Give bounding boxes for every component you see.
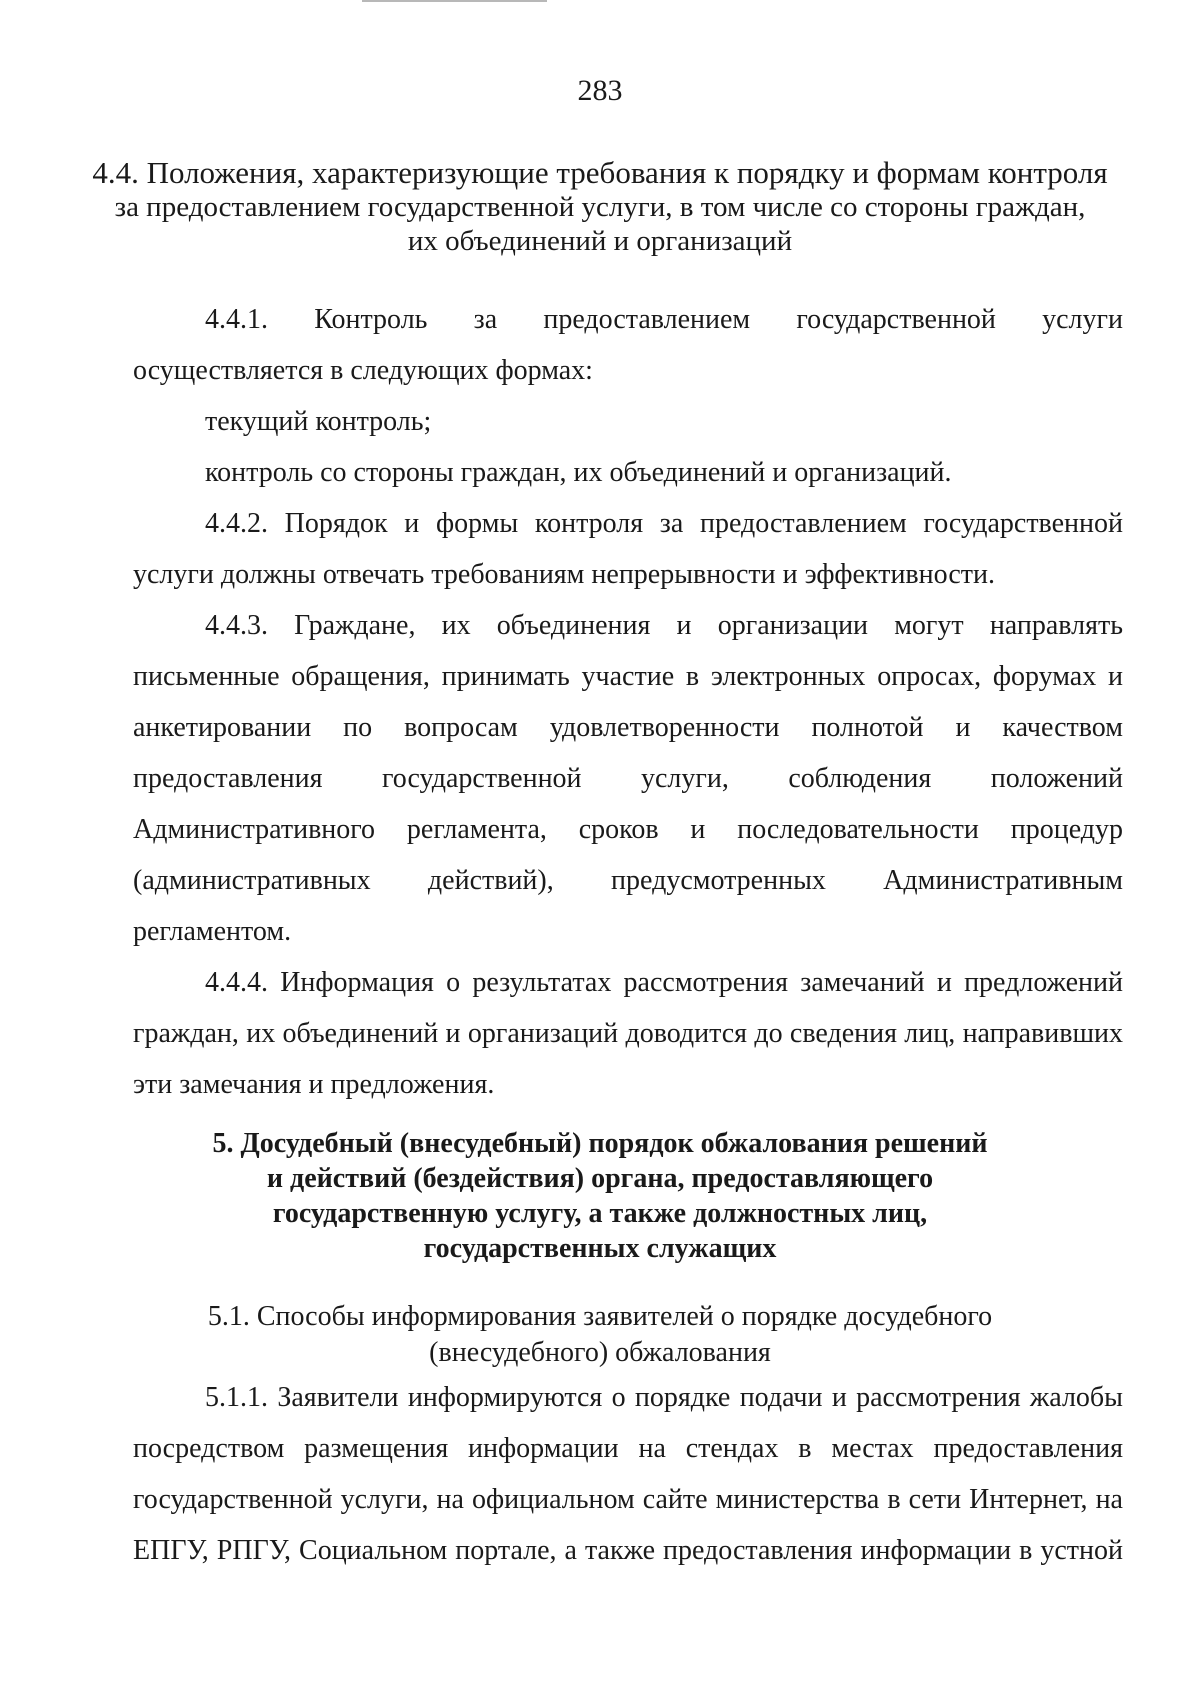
section-5-heading bbox=[0, 1126, 1200, 1266]
heading-line: 4.4. Положения, характеризующие требования к порядку и формам контроля bbox=[92, 155, 1108, 190]
heading-line: государственную услугу, а также должностных лиц, bbox=[272, 1198, 928, 1229]
page-number: 283 bbox=[577, 74, 623, 107]
section-5-1-heading bbox=[0, 1299, 1200, 1371]
paragraph-4-4-3: 4.4.3. Граждане, их объединения и организации могут направлять письменные обращения, принимать участие в электронных опросах, форумах и анкетировании по вопросам удовлетворенности полнотой и качеством предоставления государственной услуги, соблюдения положений Административного регламента, сроков и последовательности процедур (административных действий), предусмотренных Административным регламентом. bbox=[133, 610, 1123, 947]
paragraph-5-1-1: 5.1.1. Заявители информируются о порядке подачи и рассмотрения жалобы посредством размещения информации на стендах в местах предоставления государственной услуги, на официальном сайте министерства в сети Интернет, на ЕПГУ, РПГУ, Социальном портале, а также предоставления информации в устной bbox=[133, 1382, 1123, 1566]
heading-line: государственных служащих bbox=[423, 1233, 777, 1264]
top-rule bbox=[362, 0, 547, 2]
heading-line: их объединений и организаций bbox=[407, 225, 793, 257]
paragraph-4-4-1: 4.4.1. Контроль за предоставлением государственной услуги осуществляется в следующих формах: bbox=[133, 304, 1123, 386]
heading-line: 5. Досудебный (внесудебный) порядок обжалования решений bbox=[212, 1128, 988, 1159]
section-4-4-body bbox=[133, 294, 1123, 1110]
heading-line: (внесудебного) обжалования bbox=[429, 1337, 771, 1368]
heading-line: за предоставлением государственной услуги, в том числе со стороны граждан, bbox=[114, 191, 1086, 223]
section-5-1-body bbox=[133, 1372, 1123, 1627]
list-item-current-control: текущий контроль; bbox=[205, 406, 432, 437]
heading-line: и действий (бездействия) органа, предоставляющего bbox=[266, 1163, 934, 1194]
heading-line: 5.1. Способы информирования заявителей о порядке досудебного bbox=[207, 1301, 993, 1332]
paragraph-4-4-2: 4.4.2. Порядок и формы контроля за предоставлением государственной услуги должны отвечать требованиям непрерывности и эффективности. bbox=[133, 508, 1123, 590]
section-4-4-heading bbox=[0, 156, 1200, 258]
paragraph-4-4-4: 4.4.4. Информация о результатах рассмотрения замечаний и предложений граждан, их объединений и организаций доводится до сведения лиц, направивших эти замечания и предложения. bbox=[133, 967, 1123, 1100]
list-item-citizen-control: контроль со стороны граждан, их объединений и организаций. bbox=[205, 457, 952, 488]
